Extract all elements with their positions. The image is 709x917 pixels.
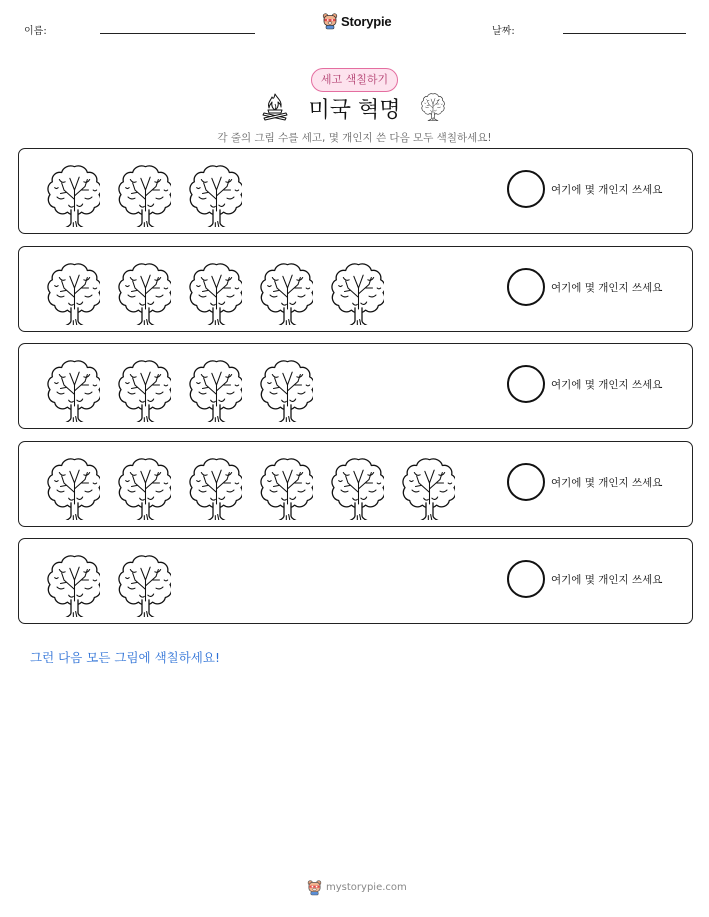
picture-group [29,450,455,520]
tree-icon [420,92,446,122]
tree-icon[interactable] [29,352,100,422]
picture-group [29,547,171,617]
answer-label: 여기에 몇 개인지 쓰세요 [551,281,663,294]
answer-label: 여기에 몇 개인지 쓰세요 [551,184,663,196]
subtitle-instructions: 각 줄의 그림 수를 세고, 몇 개인지 쓴 다음 모두 색칠하세요! [217,132,492,144]
answer-circle[interactable] [507,560,545,598]
coloring-instruction: 그런 다음 모든 그림에 색칠하세요! [30,650,220,665]
picture-group [29,157,242,227]
tree-icon[interactable] [29,157,100,227]
name-write-line[interactable] [100,33,255,34]
tree-icon[interactable] [100,352,171,422]
counting-row [18,343,693,429]
picture-group [29,352,313,422]
counting-row [18,538,693,624]
tree-icon[interactable] [29,450,100,520]
tree-icon[interactable] [100,450,171,520]
page-title: 미국 혁명 [308,98,401,123]
counting-row [18,246,693,332]
tree-icon[interactable] [171,255,242,325]
picture-group [29,255,384,325]
answer-label: 여기에 몇 개인지 쓰세요 [551,476,663,489]
footer-url[interactable]: mystorypie.com [326,882,407,893]
answer-circle[interactable] [507,170,545,208]
tree-icon[interactable] [242,450,313,520]
tree-icon[interactable] [29,547,100,617]
answer-label: 여기에 몇 개인지 쓰세요 [551,574,663,586]
tree-icon[interactable] [313,450,384,520]
tree-icon[interactable] [171,450,242,520]
storypie-bear-icon [307,879,322,896]
counting-row [18,148,693,234]
tree-icon[interactable] [100,547,171,617]
tree-icon[interactable] [100,157,171,227]
answer-circle[interactable] [507,365,545,403]
tree-icon[interactable] [242,352,313,422]
brand-name: Storypie [341,13,392,29]
answer-circle[interactable] [507,268,545,306]
footer [307,879,407,896]
tree-icon[interactable] [29,255,100,325]
worksheet-type-badge: 세고 색칠하기 [311,68,398,92]
answer-label: 여기에 몇 개인지 쓰세요 [551,379,663,391]
date-write-line[interactable] [563,33,686,34]
tree-icon[interactable] [313,255,384,325]
counting-row [18,441,693,527]
storypie-bear-icon [322,12,338,30]
name-label: 이름: [24,26,47,37]
answer-circle[interactable] [507,463,545,501]
tree-icon[interactable] [100,255,171,325]
tree-icon[interactable] [171,352,242,422]
worksheet-header [0,0,709,45]
date-label: 날짜: [492,26,515,37]
tree-icon[interactable] [171,157,242,227]
tree-icon[interactable] [384,450,455,520]
title-row [0,91,709,125]
tree-icon[interactable] [242,255,313,325]
brand-logo [322,12,391,30]
